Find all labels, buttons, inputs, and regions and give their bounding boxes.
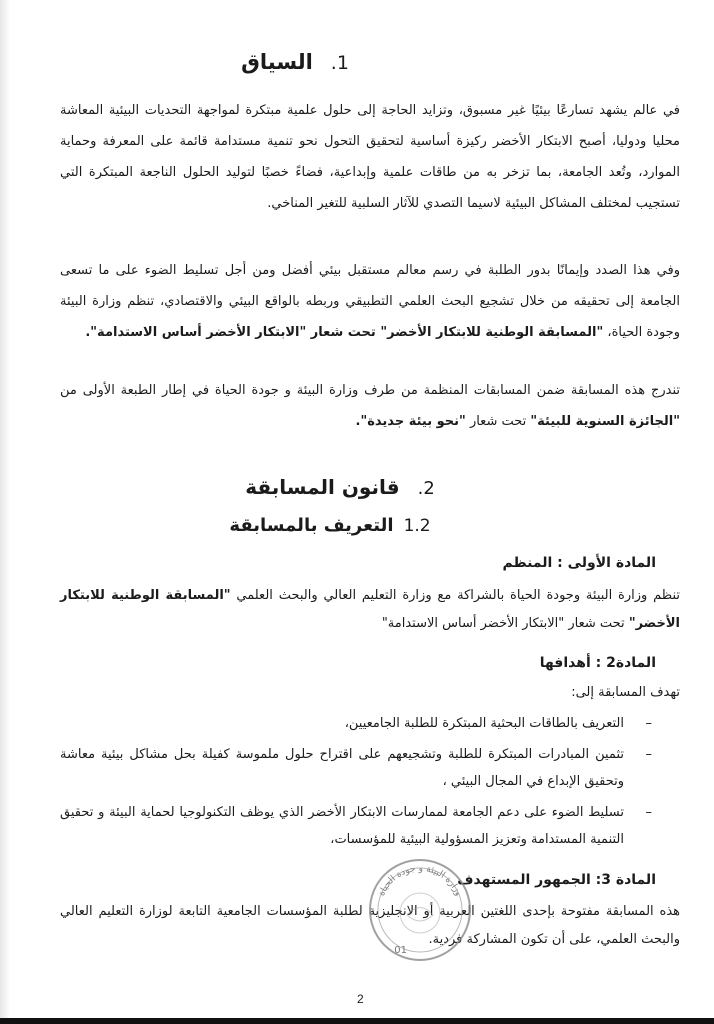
section-2-title: قانون المسابقة (245, 475, 400, 499)
article-1-text (60, 582, 680, 638)
context-paragraph-2-text (60, 255, 680, 348)
page-number: 2 (357, 992, 364, 1006)
context-paragraph-3-text (60, 375, 680, 437)
section-2-1-title: التعريف بالمسابقة (229, 515, 394, 536)
context-paragraph-3-award: "الجائزة السنوية للبيئة" (530, 414, 680, 429)
context-paragraph-3-mid: تحت شعار (469, 414, 527, 429)
scan-bottom-edge (0, 1018, 714, 1024)
official-stamp (365, 855, 475, 965)
article-1-body (60, 582, 680, 638)
article-2-goals-list (60, 710, 660, 857)
section-1-number: 1. (330, 52, 349, 74)
article-2-intro-text: تهدف المسابقة إلى: (571, 685, 680, 700)
article-3-title: المادة 3: الجمهور المستهدف (457, 872, 656, 888)
context-paragraph-2 (60, 255, 680, 348)
article-1-text-end: تحت شعار "الابتكار الأخضر أساس الاستدامة" (381, 616, 625, 631)
context-paragraph-3 (60, 375, 680, 437)
context-paragraph-1 (60, 95, 680, 219)
article-1-title: المادة الأولى : المنظم (502, 555, 656, 571)
article-2-intro (60, 680, 680, 706)
stamp-text: وزارة البيئة و جودة الحياة (376, 863, 464, 898)
context-paragraph-3-slogan: "نحو بيئة جديدة". (355, 414, 466, 429)
article-1-text-bold: "المسابقة الوطنية للابتكار الأخضر" (60, 588, 680, 631)
section-1-heading (150, 50, 440, 74)
article-3-text: هذه المسابقة مفتوحة بإحدى اللغتين العربية أو الانجليزية لطلبة المؤسسات الجامعية التابعة لوزارة التعليم العالي والبحث العلمي، على أن تكون المشاركة فردية. (60, 904, 680, 947)
article-1-text-start: تنظم وزارة البيئة وجودة الحياة بالشراكة مع وزارة التعليم العالي والبحث العلمي (236, 588, 680, 603)
context-paragraph-2-start: وفي هذا الصدد وإيمانًا بدور الطلبة في رسم معالم مستقبل بيئي أفضل ومن أجل تسليط الضوء على ما تسعى الجامعة إلى تحقيقه من خلال تشجيع البحث العلمي التطبيقي وربطه بالواقع البيئي والاقتصادي، تنظم وزارة البيئة وجودة الحياة، (60, 263, 680, 340)
section-2-number: 2. (417, 478, 435, 499)
context-paragraph-2-bold: "المسابقة الوطنية للابتكار الأخضر" تحت شعار "الابتكار الأخضر أساس الاستدامة". (85, 325, 604, 340)
scan-edge (0, 0, 10, 1024)
section-1-title: السياق (241, 50, 313, 74)
list-item: – التعريف بالطاقات البحثية المبتكرة للطلبة الجامعيين، (60, 710, 660, 737)
stamp-number: 01 (394, 945, 407, 956)
section-2-1-number: 1.2 (403, 516, 431, 536)
list-item: – تسليط الضوء على دعم الجامعة لممارسات الابتكار الأخضر الذي يوظف التكنولوجيا لحماية البيئة و تحقيق التنمية المستدامة وتعزيز المسؤولية البيئية للمؤسسات، (60, 799, 660, 853)
section-2-1-heading (210, 515, 450, 536)
section-2-heading (200, 475, 480, 499)
list-item: – تثمين المبادرات المبتكرة للطلبة وتشجيعهم على اقتراح حلول ملموسة كفيلة بحل مشاكل بيئية معاشة وتحقيق الإبداع في المجال البيئي ، (60, 741, 660, 795)
context-paragraph-1-text: في عالم يشهد تسارعًا بيئيًا غير مسبوق، وتزايد الحاجة إلى حلول علمية مبتكرة لمواجهة التحديات البيئية المعاشة محليا ودوليا، أصبح الابتكار الأخضر ركيزة أساسية لتحقيق التحول نحو تنمية مستدامة قائمة على المعرفة وحماية الموارد، وتُعد الجامعة، بما تزخر به من طاقات علمية وإبداعية، فضاءً خصبًا لتوليد الحلول الناجعة المبتكرة التي تستجيب لمختلف المشاكل البيئية لاسيما التصدي للآثار السلبية للتغير المناخي. (60, 103, 680, 211)
context-paragraph-3-start: تندرج هذه المسابقة ضمن المسابقات المنظمة من طرف وزارة البيئة و جودة الحياة في إطار الطبعة الأولى من (60, 383, 680, 398)
stamp-seal-icon (365, 855, 475, 965)
article-2-title: المادة2 : أهدافها (539, 655, 656, 671)
